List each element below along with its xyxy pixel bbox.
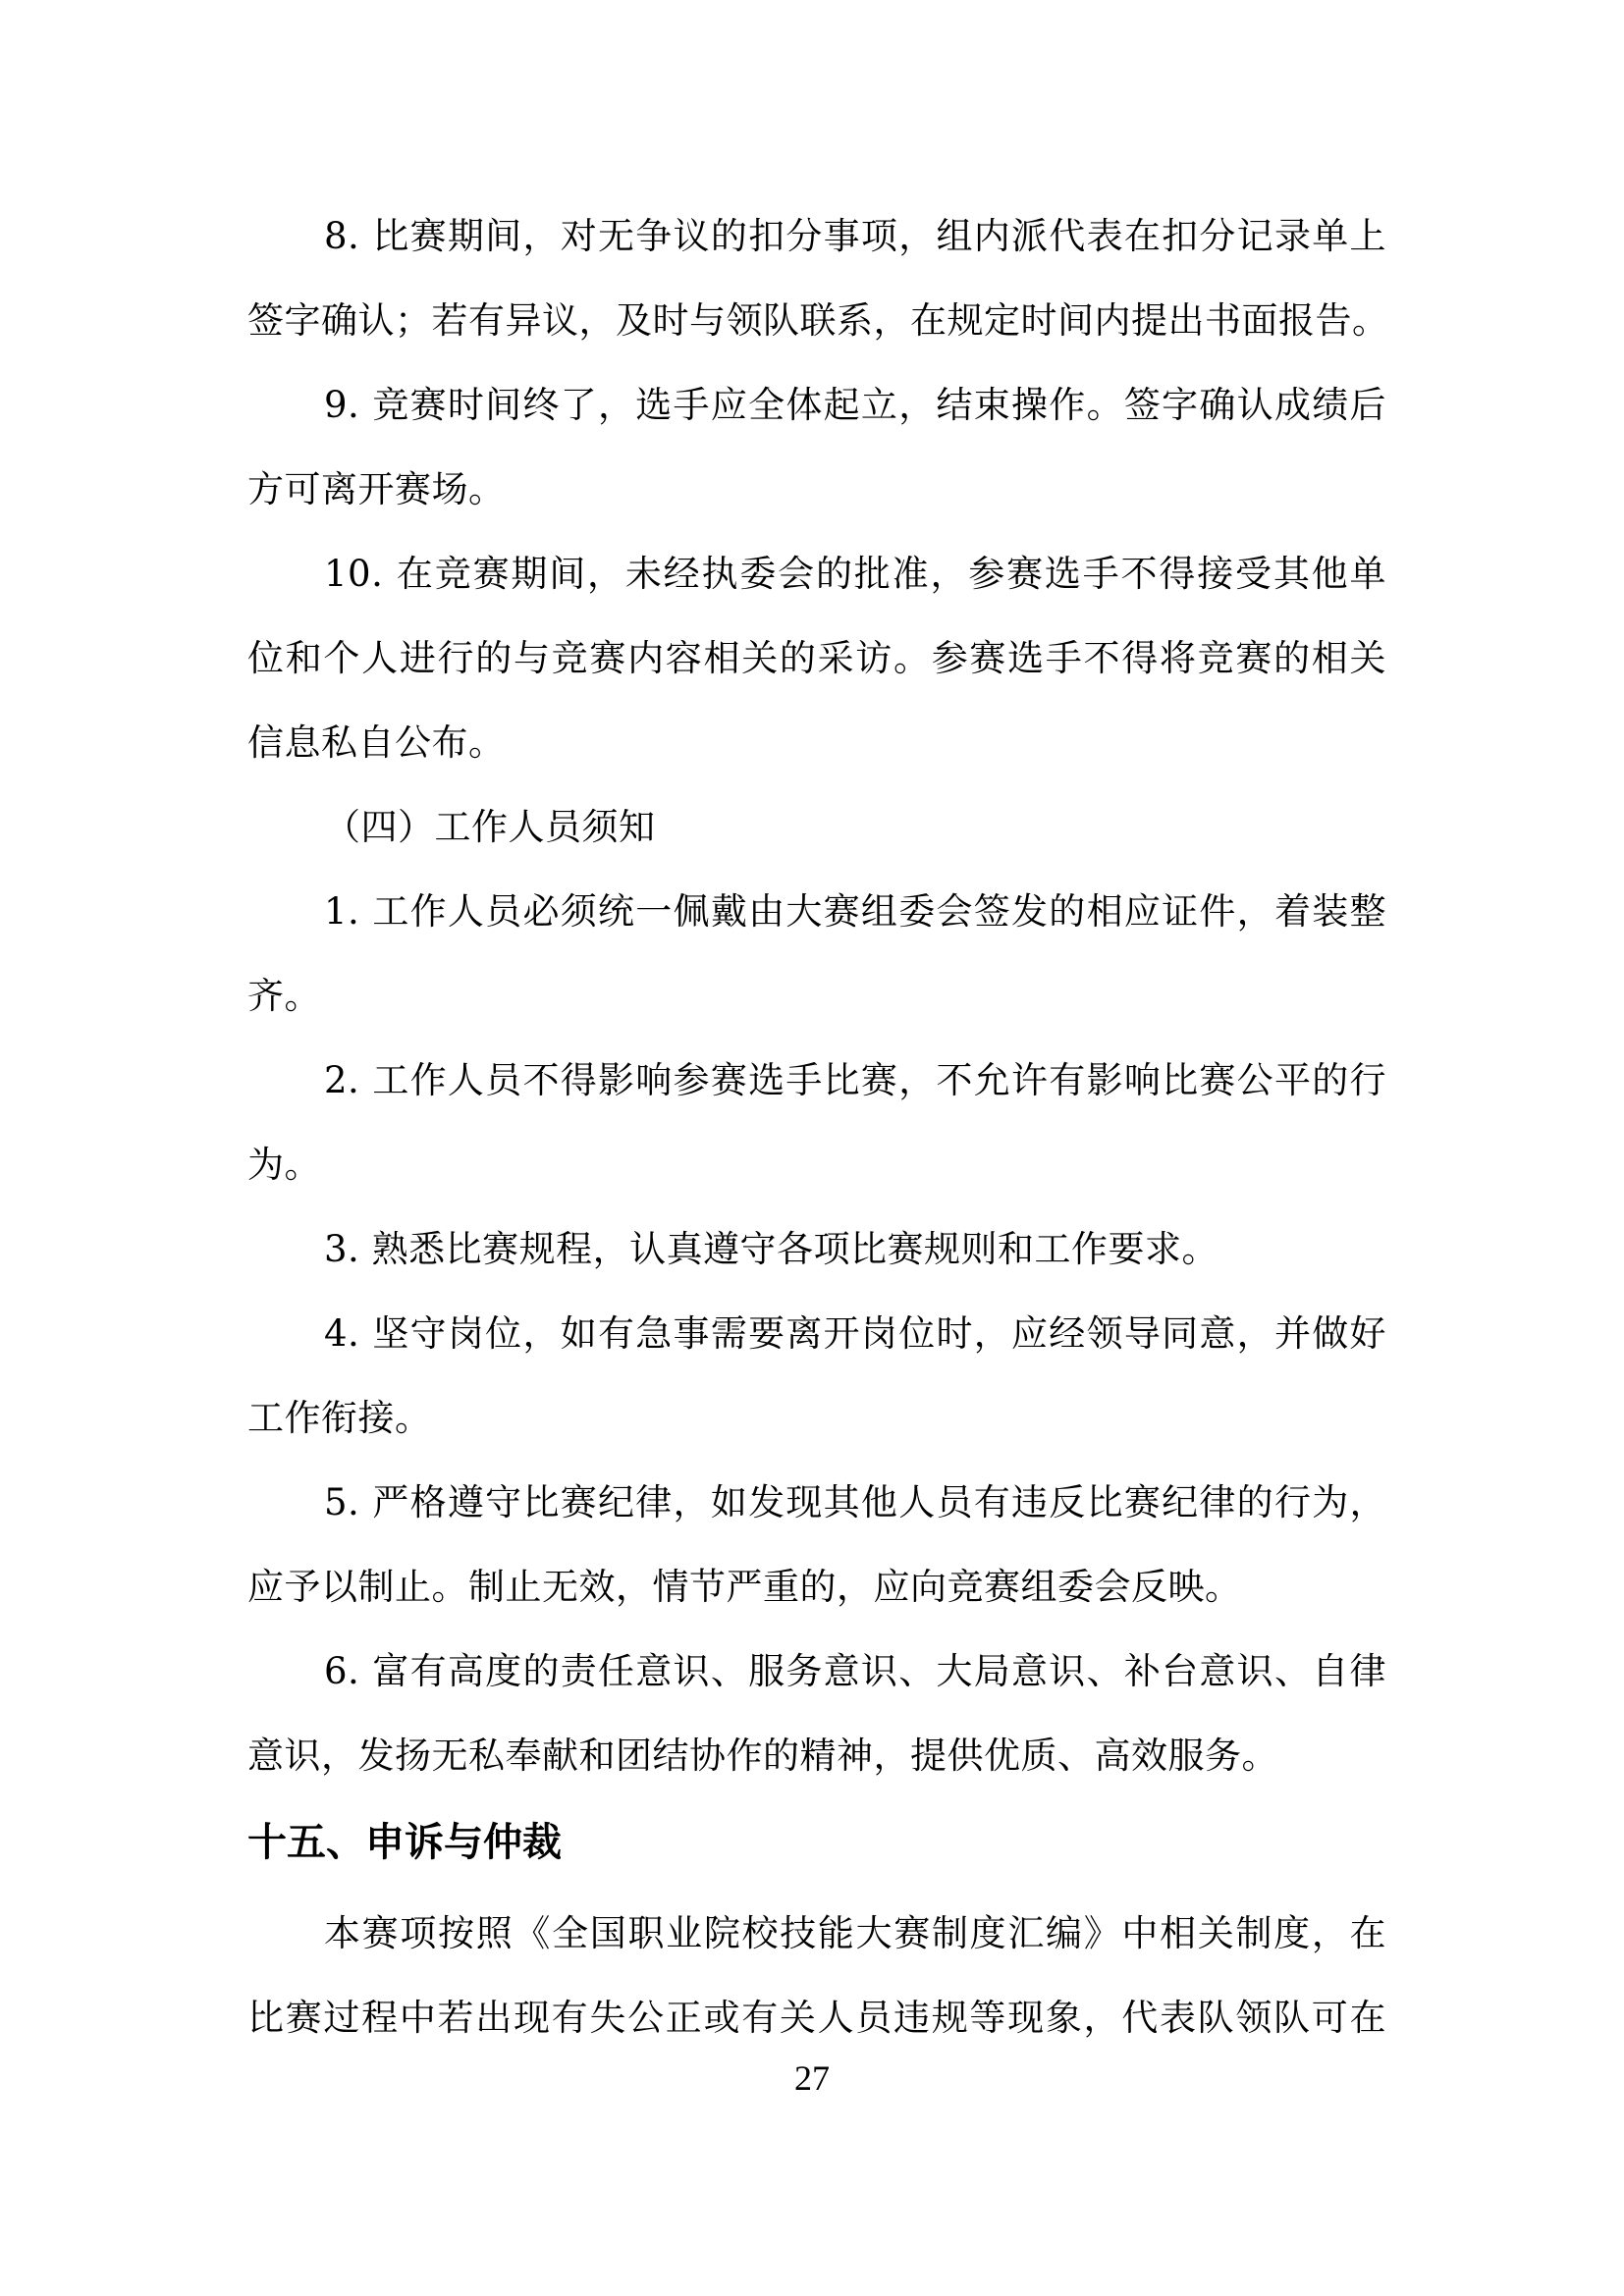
staff-item-4-line-2: 工作衔接。 bbox=[247, 1397, 432, 1439]
appeal-para-line-1: 本赛项按照《全国职业院校技能大赛制度汇编》中相关制度，在 bbox=[324, 1912, 1386, 1954]
staff-item-5-line-2: 应予以制止。制止无效，情节严重的，应向竞赛组委会反映。 bbox=[247, 1566, 1242, 1608]
para-10-line-1: 10. 在竞赛期间，未经执委会的批准，参赛选手不得接受其他单 bbox=[324, 553, 1386, 595]
para-9-line-1: 9. 竞赛时间终了，选手应全体起立，结束操作。签字确认成绩后 bbox=[324, 384, 1386, 426]
staff-item-3-line-1: 3. 熟悉比赛规程，认真遵守各项比赛规则和工作要求。 bbox=[324, 1228, 1219, 1270]
staff-item-1-line-2: 齐。 bbox=[247, 975, 321, 1017]
staff-item-4-line-1: 4. 坚守岗位，如有急事需要离开岗位时，应经领导同意，并做好 bbox=[324, 1312, 1386, 1355]
para-8-line-2: 签字确认；若有异议，及时与领队联系，在规定时间内提出书面报告。 bbox=[247, 299, 1389, 342]
para-10-line-3: 信息私自公布。 bbox=[247, 721, 506, 764]
staff-item-2-line-2: 为。 bbox=[247, 1144, 321, 1186]
section-15-heading: 十五、申诉与仲裁 bbox=[247, 1820, 562, 1865]
appeal-para-line-2: 比赛过程中若出现有失公正或有关人员违规等现象，代表队领队可在 bbox=[247, 1997, 1386, 2039]
page-number: 27 bbox=[794, 2058, 830, 2098]
staff-item-6-line-2: 意识，发扬无私奉献和团结协作的精神，提供优质、高效服务。 bbox=[247, 1735, 1278, 1777]
para-10-line-2: 位和个人进行的与竞赛内容相关的采访。参赛选手不得将竞赛的相关 bbox=[247, 637, 1386, 679]
staff-item-2-line-1: 2. 工作人员不得影响参赛选手比赛，不允许有影响比赛公平的行 bbox=[324, 1059, 1386, 1101]
para-8-line-1: 8. 比赛期间，对无争议的扣分事项，组内派代表在扣分记录单上 bbox=[324, 215, 1386, 257]
section-4-title: （四）工作人员须知 bbox=[324, 806, 656, 848]
staff-item-6-line-1: 6. 富有高度的责任意识、服务意识、大局意识、补台意识、自律 bbox=[324, 1650, 1386, 1692]
staff-item-5-line-1: 5. 严格遵守比赛纪律，如发现其他人员有违反比赛纪律的行为， bbox=[324, 1481, 1386, 1523]
staff-item-1-line-1: 1. 工作人员必须统一佩戴由大赛组委会签发的相应证件，着装整 bbox=[324, 890, 1386, 933]
para-9-line-2: 方可离开赛场。 bbox=[247, 468, 506, 510]
